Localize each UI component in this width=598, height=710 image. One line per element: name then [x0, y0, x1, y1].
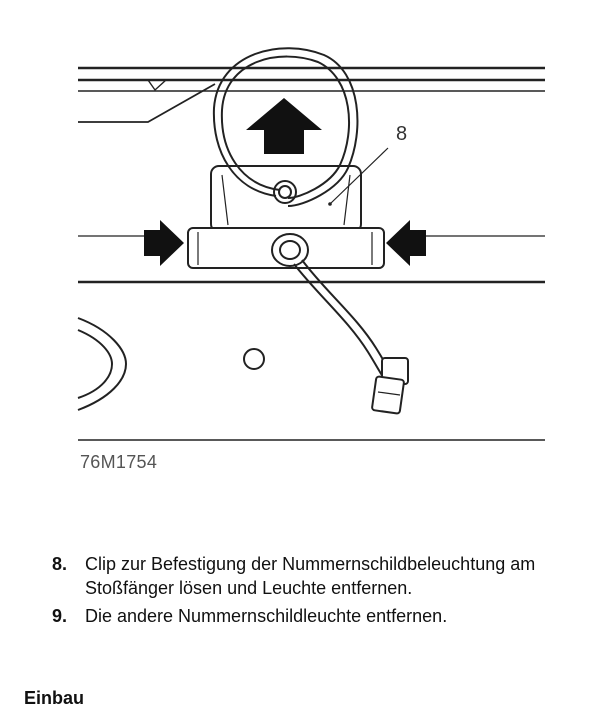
- callout-label: 8: [396, 123, 408, 145]
- step-number: 9.: [52, 606, 68, 626]
- section-heading: Einbau: [24, 688, 85, 708]
- step-text: Clip zur Befestigung der Nummernschildbeleuchtung am Stoßfänger lösen und Leuchte entfernen.: [85, 554, 536, 598]
- step-item: [52, 552, 582, 600]
- instruction-steps: [52, 552, 582, 632]
- arrow-left-icon: [386, 220, 426, 266]
- step-text: Die andere Nummernschildleuchte entfernen.: [85, 606, 448, 626]
- step-item: [52, 604, 582, 628]
- bumper-top-lines: [78, 68, 545, 122]
- arrow-up-icon: [246, 98, 322, 154]
- step-number: 8.: [52, 554, 68, 574]
- arrow-right-icon: [144, 220, 184, 266]
- figure-code: 76M1754: [80, 452, 158, 472]
- mounting-hole: [244, 349, 264, 369]
- bumper-recess-arc: [78, 318, 126, 410]
